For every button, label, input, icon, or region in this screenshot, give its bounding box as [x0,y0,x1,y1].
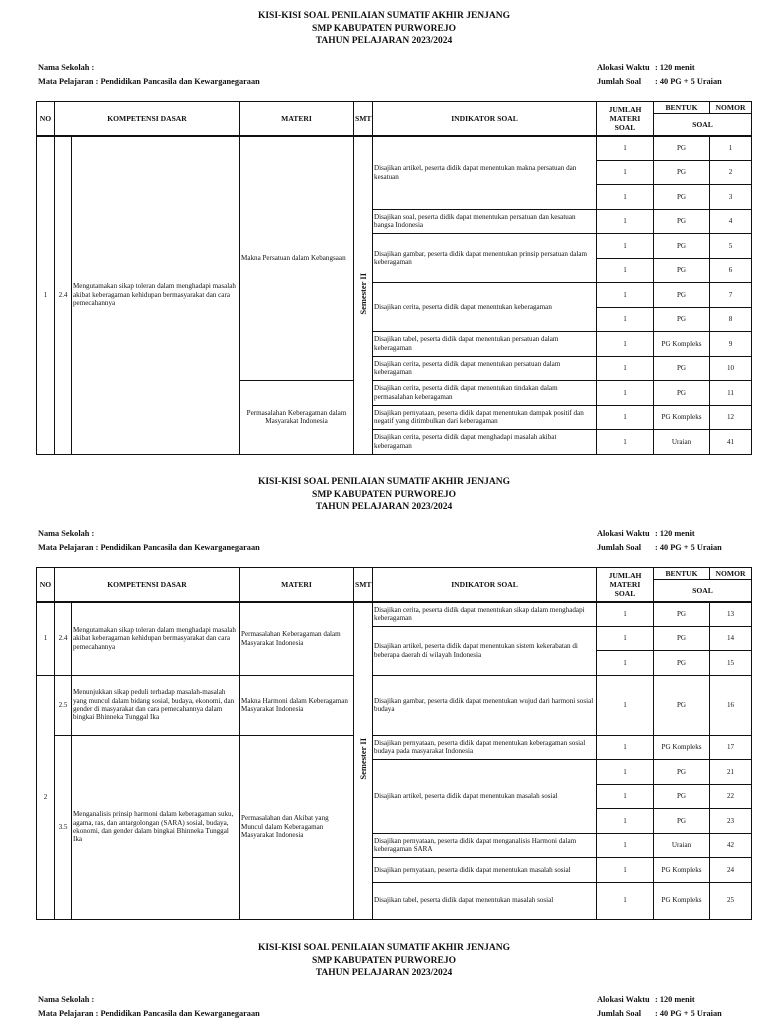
bentuk-1-6: PG [654,258,710,283]
nomor-1-6: 6 [710,258,752,283]
jumlah-2-2: 1 [597,626,654,651]
bentuk-1-13: Uraian [654,430,710,455]
bentuk-2-9: Uraian [654,833,710,858]
kisi-table-1 [36,101,752,455]
jumlah-1-9: 1 [597,332,654,357]
kisi-table-2 [36,567,752,920]
time-value-3: : 120 menit [655,995,695,1004]
nomor-2-8: 23 [710,809,752,834]
meta-right-3 [597,993,722,1021]
school-value-2: : [91,529,95,538]
nomor-1-9: 9 [710,332,752,357]
jumlah-1-10: 1 [597,356,654,381]
jumlah-2-10: 1 [597,858,654,883]
jumlah-2-3: 1 [597,651,654,676]
cell-materi-2b: Makna Harmoni dalam Keberagaman Masyarakat Indonesia [240,675,354,735]
nomor-1-2: 2 [710,160,752,185]
jumlah-1-1: 1 [597,136,654,161]
bentuk-2-1: PG [654,602,710,627]
cell-kd3-text: Menganalisis prinsip harmoni dalam keberagaman suku, agama, ras, dan antargolongan (SARA) sosial, budaya, ekonomi, dan gender dalam bingkai Bhinneka Tunggal Ika [72,735,240,919]
nomor-2-10: 24 [710,858,752,883]
indicator-1-1: Disajikan artikel, peserta didik dapat menentukan makna persatuan dan kesatuan [373,136,597,210]
nomor-1-10: 10 [710,356,752,381]
indicator-2-3: Disajikan gambar, peserta didik dapat menentukan wujud dari harmoni sosial budaya [373,675,597,735]
indicator-2-8: Disajikan tabel, peserta didik dapat menentukan masalah sosial [373,882,597,919]
title-3-line-1: KISI-KISI SOAL PENILAIAN SUMATIF AKHIR JENJANG [257,943,511,953]
col-jumlah-2-1: JUMLAH [608,570,642,580]
nomor-1-8: 8 [710,307,752,332]
col-jumlah [597,102,654,136]
subject-value-3: : Pendidikan Pancasila dan Kewarganegaraan [95,1009,260,1018]
col-jumlah-2-2: MATERI [609,579,641,589]
semester-label-2: Semester II [357,738,368,781]
count-value-3: : 40 PG + 5 Uraian [655,1009,722,1018]
jumlah-1-13: 1 [597,430,654,455]
doc-title-3 [0,942,768,980]
nomor-1-7: 7 [710,283,752,308]
school-value: : [91,63,95,72]
meta-right-1 [597,61,722,89]
cell-kd1-code: 2.4 [55,602,72,676]
nomor-1-12: 12 [710,405,752,430]
nomor-1-3: 3 [710,185,752,210]
nomor-2-1: 13 [710,602,752,627]
count-label: Jumlah Soal [597,77,642,86]
cell-kd2-text: Menunjukkan sikap peduli terhadap masalah-masalah yang muncul dalam bidang sosial, budaya, ekonomi, dan gender di masyarakat dan cara pemecahannya dalam bingkai Bhinneka Tunggal Ika [72,675,240,735]
subject-value-2: : Pendidikan Pancasila dan Kewarganegaraan [95,543,260,552]
jumlah-2-8: 1 [597,809,654,834]
bentuk-2-3: PG [654,651,710,676]
time-value-2: : 120 menit [655,529,695,538]
time-value: : 120 menit [655,63,695,72]
col-nomor: NOMOR [710,102,752,114]
col-jumlah-1: JUMLAH [608,104,642,114]
nomor-2-11: 25 [710,882,752,919]
title-3-line-3: TAHUN PELAJARAN 2023/2024 [315,968,453,978]
bentuk-1-1: PG [654,136,710,161]
jumlah-1-12: 1 [597,405,654,430]
bentuk-1-9: PG Kompleks [654,332,710,357]
indicator-1-9: Disajikan cerita, peserta didik dapat menghadapi masalah akibat keberagaman [373,430,597,455]
nomor-2-6: 21 [710,760,752,785]
nomor-1-1: 1 [710,136,752,161]
count-value: : 40 PG + 5 Uraian [655,77,722,86]
time-label: Alokasi Waktu [597,63,650,72]
indicator-2-2: Disajikan artikel, peserta didik dapat menentukan sistem kekerabatan di beberapa daerah di wilayah Indonesia [373,626,597,675]
cell-kd3-code: 3.5 [55,735,72,919]
indicator-1-3: Disajikan gambar, peserta didik dapat menentukan prinsip persatuan dalam keberagaman [373,234,597,283]
bentuk-2-7: PG [654,784,710,809]
nomor-2-9: 42 [710,833,752,858]
jumlah-2-5: 1 [597,735,654,760]
jumlah-1-8: 1 [597,307,654,332]
col-bentuk: BENTUK [654,102,710,114]
bentuk-1-12: PG Kompleks [654,405,710,430]
col-indikator: INDIKATOR SOAL [373,102,597,136]
cell-no-2b: 2 [37,675,55,919]
doc-title-2 [0,476,768,514]
cell-materi-a: Makna Persatuan dalam Kebangsaan [240,136,354,381]
doc-title [0,10,768,48]
title-line-3: TAHUN PELAJARAN 2023/2024 [315,36,453,46]
bentuk-2-5: PG Kompleks [654,735,710,760]
time-label-3: Alokasi Waktu [597,995,650,1004]
indicator-2-1: Disajikan cerita, peserta didik dapat menentukan sikap dalam menghadapi keberagaman [373,602,597,627]
jumlah-1-5: 1 [597,234,654,259]
indicator-1-6: Disajikan cerita, peserta didik dapat menentukan persatuan dalam keberagaman [373,356,597,381]
col-bentuk-2: BENTUK [654,568,710,580]
nomor-1-4: 4 [710,209,752,234]
title-2-line-2: SMP KABUPATEN PURWOREJO [312,489,456,500]
cell-kd-code: 2.4 [55,136,72,455]
title-line-2: SMP KABUPATEN PURWOREJO [312,23,456,34]
nomor-1-5: 5 [710,234,752,259]
nomor-1-11: 11 [710,381,752,406]
subject-label-3: Mata Pelajaran [38,1009,94,1018]
nomor-2-3: 15 [710,651,752,676]
meta-left-2 [38,527,260,555]
cell-kd1-text: Mengutamakan sikap toleran dalam menghadapi masalah akibat keberagaman kehidupan bermasyarakat dan cara pemecahannya [72,602,240,676]
school-label-2: Nama Sekolah [38,529,90,538]
subject-label-2: Mata Pelajaran [38,543,94,552]
indicator-1-2: Disajikan soal, peserta didik dapat menentukan persatuan dan kesatuan bangsa Indonesia [373,209,597,234]
col-no: NO [37,102,55,136]
col-soal-2: SOAL [654,580,752,602]
nomor-1-13: 41 [710,430,752,455]
count-label-3: Jumlah Soal [597,1009,642,1018]
col-kd-2: KOMPETENSI DASAR [55,568,240,602]
cell-kd2-code: 2.5 [55,675,72,735]
jumlah-2-6: 1 [597,760,654,785]
meta-left-3 [38,993,260,1021]
subject-value: : Pendidikan Pancasila dan Kewarganegaraan [95,77,260,86]
indicator-2-5: Disajikan artikel, peserta didik dapat menentukan masalah sosial [373,760,597,834]
school-label: Nama Sekolah [38,63,90,72]
indicator-1-7: Disajikan cerita, peserta didik dapat menentukan tindakan dalam permasalahan keberagaman [373,381,597,406]
cell-materi-2a: Permasalahan Keberagaman dalam Masyarakat Indonesia [240,602,354,676]
bentuk-1-10: PG [654,356,710,381]
col-nomor-2: NOMOR [710,568,752,580]
bentuk-1-7: PG [654,283,710,308]
cell-materi-2c: Permasalahan dan Akibat yang Muncul dalam Keberagaman Masyarakat Indonesia [240,735,354,919]
subject-label: Mata Pelajaran [38,77,94,86]
time-label-2: Alokasi Waktu [597,529,650,538]
col-materi: MATERI [240,102,354,136]
page-section-3 [0,942,768,980]
jumlah-1-2: 1 [597,160,654,185]
nomor-2-2: 14 [710,626,752,651]
bentuk-1-5: PG [654,234,710,259]
jumlah-1-3: 1 [597,185,654,210]
title-3-line-2: SMP KABUPATEN PURWOREJO [312,955,456,966]
cell-no-2a: 1 [37,602,55,676]
nomor-2-7: 22 [710,784,752,809]
cell-kd-text: Mengutamakan sikap toleran dalam menghadapi masalah akibat keberagaman kehidupan bermasyarakat dan cara pemecahannya [72,136,240,455]
bentuk-1-11: PG [654,381,710,406]
col-kd: KOMPETENSI DASAR [55,102,240,136]
bentuk-1-3: PG [654,185,710,210]
page-section-2 [0,476,768,514]
meta-right-2 [597,527,722,555]
page-section-1 [0,10,768,48]
col-smt-2: SMT [354,568,373,602]
count-value-2: : 40 PG + 5 Uraian [655,543,722,552]
bentuk-1-2: PG [654,160,710,185]
bentuk-2-8: PG [654,809,710,834]
indicator-2-4: Disajikan pernyataan, peserta didik dapat menentukan keberagaman sosial budaya pada masyarakat Indonesia [373,735,597,760]
col-soal: SOAL [654,114,752,136]
indicator-2-6: Disajikan pernyataan, peserta didik dapat menganalisis Harmoni dalam keberagaman SARA [373,833,597,858]
jumlah-2-9: 1 [597,833,654,858]
col-jumlah-2 [597,568,654,602]
jumlah-1-11: 1 [597,381,654,406]
jumlah-2-7: 1 [597,784,654,809]
jumlah-2-11: 1 [597,882,654,919]
col-jumlah-2: MATERI [609,113,641,123]
school-label-3: Nama Sekolah [38,995,90,1004]
title-2-line-3: TAHUN PELAJARAN 2023/2024 [315,502,453,512]
meta-left-1 [38,61,260,89]
nomor-2-5: 17 [710,735,752,760]
bentuk-2-6: PG [654,760,710,785]
jumlah-1-4: 1 [597,209,654,234]
cell-smt [354,136,373,455]
cell-materi-b: Permasalahan Keberagaman dalam Masyarakat Indonesia [240,381,354,455]
col-jumlah-3: SOAL [614,122,636,132]
col-jumlah-2-3: SOAL [614,588,636,598]
bentuk-2-10: PG Kompleks [654,858,710,883]
school-value-3: : [91,995,95,1004]
jumlah-2-1: 1 [597,602,654,627]
cell-no: 1 [37,136,55,455]
jumlah-1-6: 1 [597,258,654,283]
indicator-2-7: Disajikan pernyataan, peserta didik dapat menentukan masalah sosial [373,858,597,883]
bentuk-2-4: PG [654,675,710,735]
col-no-2: NO [37,568,55,602]
bentuk-2-11: PG Kompleks [654,882,710,919]
bentuk-2-2: PG [654,626,710,651]
title-2-line-1: KISI-KISI SOAL PENILAIAN SUMATIF AKHIR JENJANG [257,477,511,487]
col-smt: SMT [354,102,373,136]
indicator-1-5: Disajikan tabel, peserta didik dapat menentukan persatuan dalam keberagaman [373,332,597,357]
bentuk-1-4: PG [654,209,710,234]
indicator-1-8: Disajikan pernyataan, peserta didik dapat menentukan dampak positif dan negatif yang ditimbulkan dari keberagaman [373,405,597,430]
col-materi-2: MATERI [240,568,354,602]
cell-smt-2 [354,602,373,920]
count-label-2: Jumlah Soal [597,543,642,552]
jumlah-2-4: 1 [597,675,654,735]
title-line-1: KISI-KISI SOAL PENILAIAN SUMATIF AKHIR JENJANG [257,11,511,21]
nomor-2-4: 16 [710,675,752,735]
semester-label: Semester II [357,272,368,315]
jumlah-1-7: 1 [597,283,654,308]
bentuk-1-8: PG [654,307,710,332]
indicator-1-4: Disajikan cerita, peserta didik dapat menentukan keberagaman [373,283,597,332]
col-indikator-2: INDIKATOR SOAL [373,568,597,602]
